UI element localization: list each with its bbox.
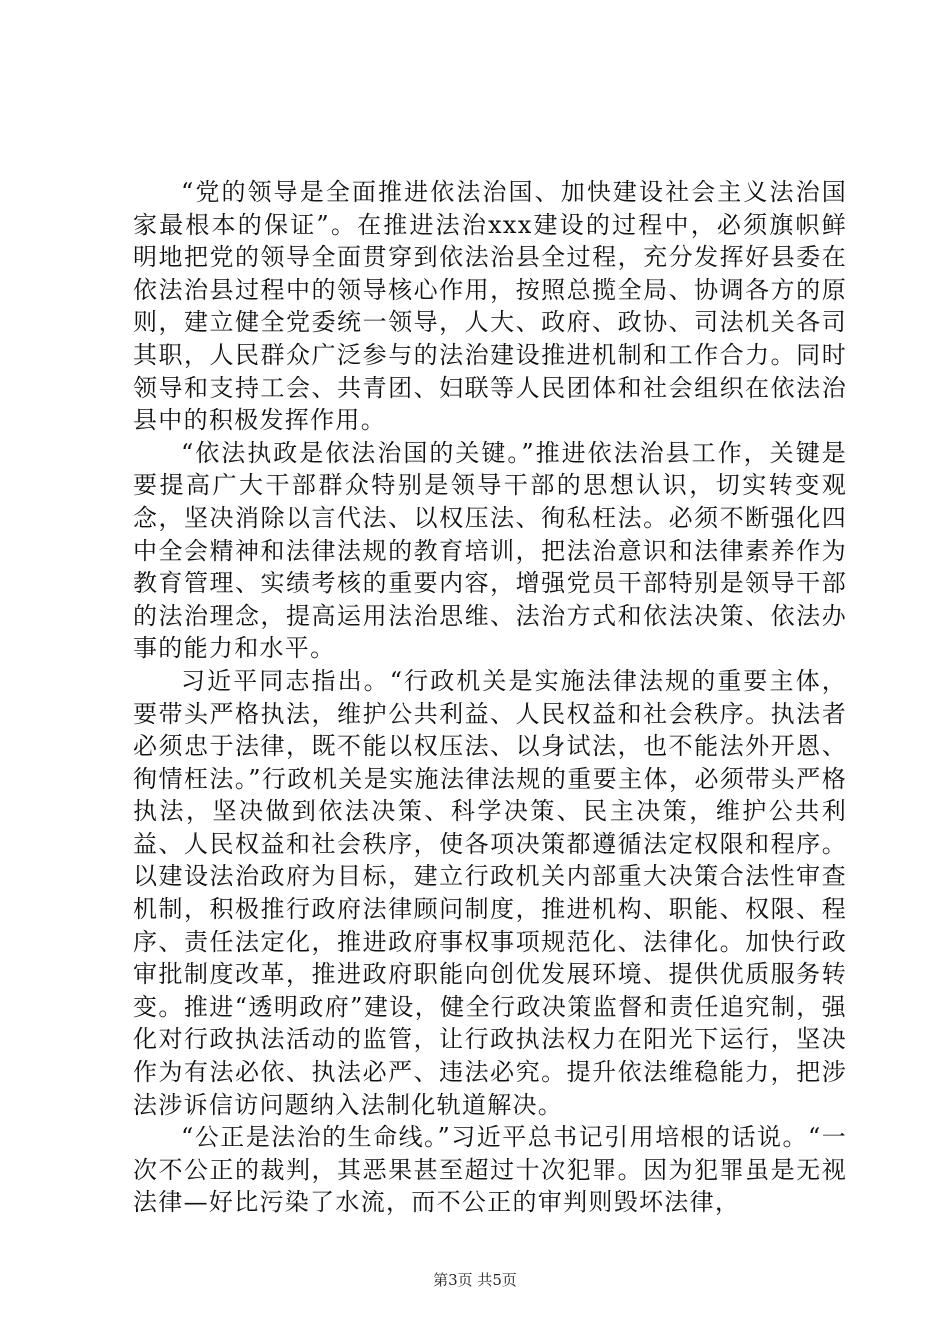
page-number-footer: 第3页 共5页 — [433, 1271, 517, 1289]
paragraph-party-leadership: “党的领导是全面推进依法治国、加快建设社会主义法治国家最根本的保证”。在推进法治xxx建设的过程中，必须旗帜鲜明地把党的领导全面贯穿到依法治县全过程，充分发挥好县委在依法治县过程中的领导核心作用，按照总揽全局、协调各方的原则，建立健全党委统一领导，人大、政府、政协、司法机关各司其职，人民群众广泛参与的法治建设推进机制和工作合力。同时领导和支持工会、共青团、妇联等人民团体和社会组织在依法治县中的积极发挥作用。 — [133, 178, 847, 435]
paragraph-rule-by-law: “依法执政是依法治国的关键。”推进依法治县工作，关键是要提高广大干部群众特别是领导干部的思想认识，切实转变观念，坚决消除以言代法、以权压法、徇私枉法。必须不断强化四中全会精神和法律法规的教育培训，把法治意识和法律素养作为教育管理、实绩考核的重要内容，增强党员干部特别是领导干部的法治理念，提高运用法治思维、法治方式和依法决策、依法办事的能力和水平。 — [133, 438, 847, 663]
document-body — [133, 176, 847, 1219]
paragraph-justice: “公正是法治的生命线。”习近平总书记引用培根的话说。“一次不公正的裁判，其恶果甚至超过十次犯罪。因为犯罪虽是无视法律—好比污染了水流，而不公正的审判则毁坏法律， — [133, 1123, 847, 1217]
paragraph-administrative-organs: 习近平同志指出。“行政机关是实施法律法规的重要主体，要带头严格执法，维护公共利益、人民权益和社会秩序。执法者必须忠于法律，既不能以权压法、以身试法，也不能法外开恩、徇情枉法。”行政机关是实施法律法规的重要主体，必须带头严格执法，坚决做到依法决策、科学决策、民主决策，维护公共利益、人民权益和社会秩序，使各项决策都遵循法定权限和程序。以建设法治政府为目标，建立行政机关内部重大决策合法性审查机制，积极推行政府法律顾问制度，推进机构、职能、权限、程序、责任法定化，推进政府事权事项规范化、法律化。加快行政审批制度改革，推进政府职能向创优发展环境、提供优质服务转变。推进“透明政府”建设，健全行政决策监督和责任追究制，强化对行政执法活动的监管，让行政执法权力在阳光下运行，坚决作为有法必依、执法必严、违法必究。提升依法维稳能力，把涉法涉诉信访问题纳入法制化轨道解决。 — [133, 666, 847, 1119]
